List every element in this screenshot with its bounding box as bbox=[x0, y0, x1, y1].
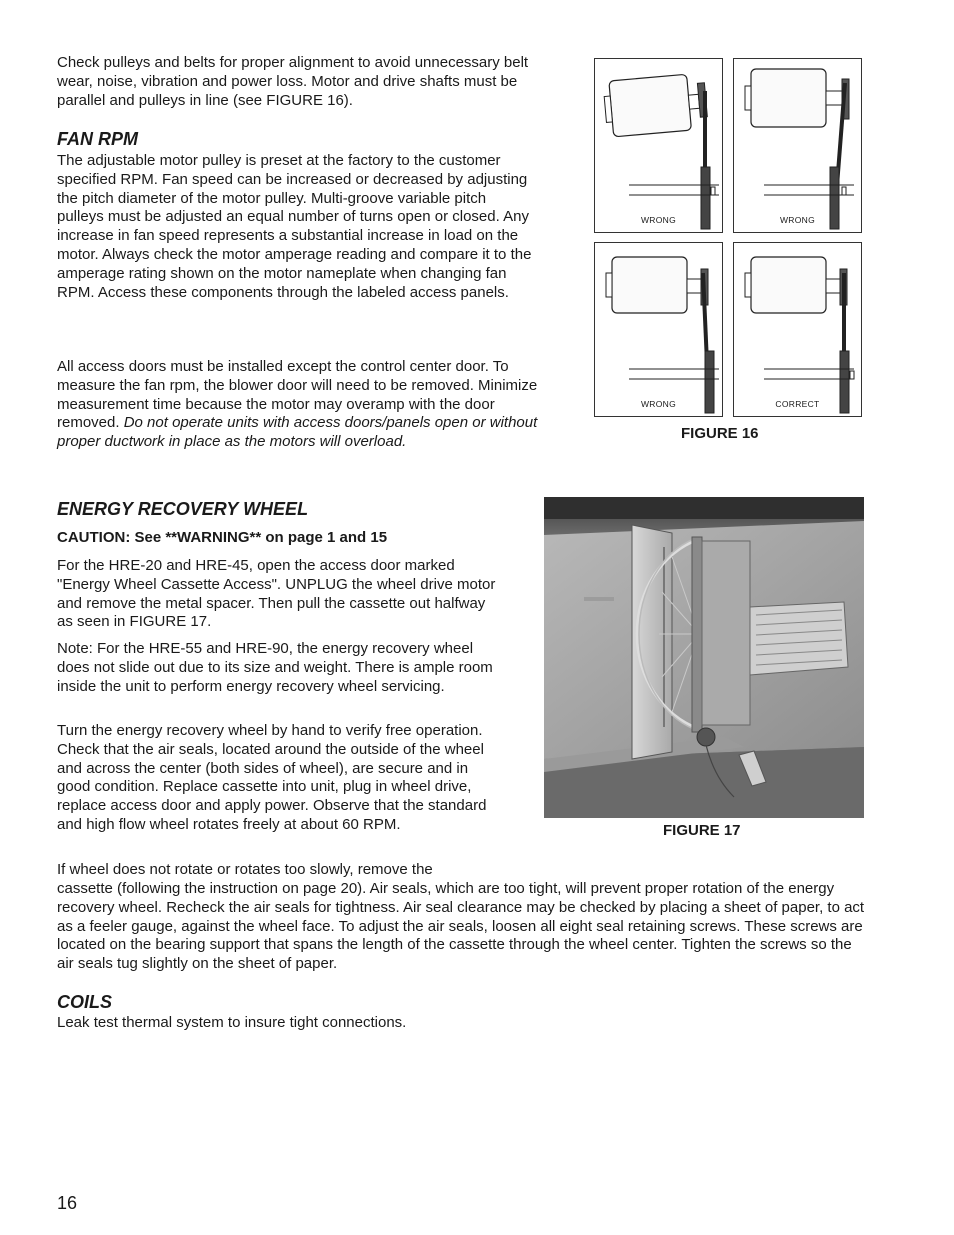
fan-rpm-heading: FAN RPM bbox=[57, 129, 138, 149]
fan-rpm-paragraph-2-normal: All access doors must be installed except the control center door. To measure the fan rpm, the blower door will need to be removed. Minimize measurement time because the motor may overamp with the door removed. bbox=[57, 358, 538, 432]
figure16-label-4: CORRECT bbox=[775, 399, 820, 409]
fan-rpm-paragraph-1: The adjustable motor pulley is preset at the factory to the customer specified RPM. Fan speed can be increased or decreased by adjusting the pitch diameter of the motor pulley. Multi-groove variable pitch pulleys must be adjusted an equal number of turns open or closed. Any increase in fan speed represents a substantial increase in load on the motor. Always check the motor amperage reading and compare it to the amperage rating shown on the motor nameplate when changing fan RPM. Access these components through the labeled access panels. bbox=[57, 152, 532, 301]
figure16-caption: FIGURE 16 bbox=[681, 425, 759, 442]
intro-paragraph: Check pulleys and belts for proper alignment to avoid unnecessary belt wear, noise, vibration and power loss. Motor and drive shafts must be parallel and pulleys in line (see FIGURE 16). bbox=[57, 54, 529, 109]
pulley-diagram-correct-alignment bbox=[734, 243, 861, 416]
energy-wheel-paragraph-4-line1: If wheel does not rotate or rotates too slowly, remove the bbox=[57, 861, 433, 878]
energy-wheel-cassette-image bbox=[544, 497, 864, 818]
figure16-panel-correct bbox=[733, 242, 862, 417]
figure16-panel-wrong-1 bbox=[594, 58, 723, 233]
energy-wheel-heading: ENERGY RECOVERY WHEEL bbox=[57, 499, 309, 519]
pulley-diagram-tilted-motor bbox=[595, 59, 722, 232]
figure16-label-3: WRONG bbox=[640, 399, 677, 409]
figure16-panel-wrong-3 bbox=[594, 242, 723, 417]
figure16-panel-wrong-2 bbox=[733, 58, 862, 233]
pulley-diagram-offset-pulley bbox=[734, 59, 861, 232]
page-number: 16 bbox=[57, 1193, 78, 1213]
figure16-label-1: WRONG bbox=[640, 215, 677, 225]
pulley-diagram-misaligned-belt bbox=[595, 243, 722, 416]
figure17-photo bbox=[544, 497, 864, 818]
energy-wheel-paragraph-3: Turn the energy recovery wheel by hand to verify free operation. Check that the air seals, located around the outside of the wheel and across the center (both sides of wheel), are secure and in good condition. Replace cassette into unit, plug in wheel drive, replace access door and apply power. Observe that the standard and high flow wheel rotates freely at about 60 RPM. bbox=[57, 722, 487, 833]
coils-heading: COILS bbox=[57, 992, 113, 1012]
energy-wheel-paragraph-2: Note: For the HRE-55 and HRE-90, the energy recovery wheel does not slide out due to its size and weight. There is ample room inside the unit to perform energy recovery wheel servicing. bbox=[57, 640, 493, 695]
fan-rpm-warning-italic: Do not operate units with access doors/panels open or without proper ductwork in place as the motors will overload. bbox=[57, 414, 538, 451]
coils-paragraph: Leak test thermal system to insure tight connections. bbox=[57, 1014, 407, 1031]
energy-wheel-paragraph-4: cassette (following the instruction on page 20). Air seals, which are too tight, will prevent proper rotation of the energy recovery wheel. Recheck the air seals for tightness. Air seal clearance may be checked by placing a sheet of paper, to act as a feeler gauge, against the wheel face. To adjust the air seals, loosen all eight seal retaining screws. These screws are located on the bearing support that spans the length of the cassette through the wheel center. Tighten the screws so the air seals tug slightly on the sheet of paper. bbox=[57, 880, 865, 973]
energy-wheel-caution: CAUTION: See **WARNING** on page 1 and 15 bbox=[57, 529, 388, 546]
figure17-caption: FIGURE 17 bbox=[663, 822, 741, 839]
energy-wheel-paragraph-1: For the HRE-20 and HRE-45, open the access door marked "Energy Wheel Cassette Access". UNPLUG the wheel drive motor and remove the metal spacer. Then pull the cassette out halfway as seen in FIGURE 17. bbox=[57, 557, 496, 631]
figure16-label-2: WRONG bbox=[779, 215, 816, 225]
fan-rpm-paragraph-2 bbox=[57, 358, 547, 452]
